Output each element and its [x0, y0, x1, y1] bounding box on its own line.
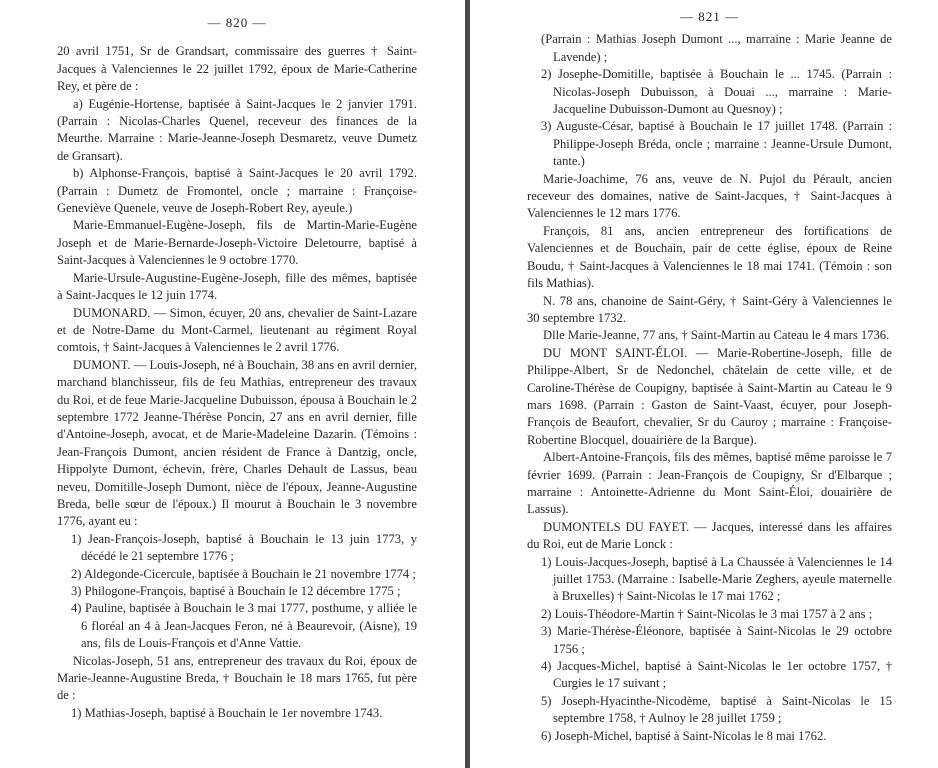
paragraph: François, 81 ans, ancien entrepreneur des fortifications de Valenciennes et de Bouchain, pair de cette église, époux de Reine Boudu, † Saint-Jacques à Valenciennes le 18 mai 1741. (Témoin : son fils Mathias).: [527, 223, 892, 291]
paragraph: Albert-Antoine-François, fils des mêmes, baptisé même paroisse le 7 février 1699. (Parrain : Jean-François de Coupigny, Sr d'Elbarque ; marraine : Antoinette-Adrienne du Mont Saint-Éloi, douairière de Lassus).: [527, 450, 892, 517]
paragraph: Marie-Emmanuel-Eugène-Joseph, fils de Martin-Marie-Eugène Joseph et de Marie-Bernarde-Joseph-Victoire Deletourre, baptisé à Saint-Jacques à Valenciennes le 9 octobre 1770.: [57, 218, 417, 268]
entry-heading-paragraph: DU MONT SAINT-ÉLOI. — Marie-Robertine-Joseph, fille de Philippe-Albert, Sr de Nedonchel, châtelain de cette ville, et de Caroline-Thérèse de Coupigny, baptisée à Saint-Martin au Cateau le 9 mars 1698. (Parrain : Gaston de Saint-Vaast, écuyer, pour Joseph-François de Beaufort, chevalier, Sr du Cauroy ; marraine : Françoise-Robertine Blocquel, douairière de la Barque).: [527, 345, 892, 447]
entry-heading-paragraph: DUMONARD. — Simon, écuyer, 20 ans, chevalier de Saint-Lazare et de Notre-Dame du Mont-Carmel, lieutenant au régiment Royal comtois, † Saint-Jacques à Valenciennes le 2 avril 1776.: [57, 305, 417, 355]
list-item: 4) Pauline, baptisée à Bouchain le 3 mai 1777, posthume, y alliée le 6 floréal an 4 à Jean-Jacques Feron, né à Beaurevoir, (Aisne), 19 ans, fils de Louis-François et d'Anne Vattie.: [71, 601, 417, 651]
list-item: a) Eugénie-Hortense, baptisée à Saint-Jacques le 2 janvier 1791. (Parrain : Nicolas-Charles Quenel, receveur des finances de la Meurthe. Marraine : Marie-Jeanne-Joseph Desmaretz, veuve Dumetz de Gransart).: [57, 96, 417, 163]
paragraph: Nicolas-Joseph, 51 ans, entrepreneur des travaux du Roi, époux de Marie-Jeanne-Augustine Breda, † Bouchain le 18 mars 1765, fut père de :: [57, 653, 417, 703]
entry-heading-paragraph: DUMONTELS DU FAYET. — Jacques, interessé dans les affaires du Roi, eut de Marie Lonck :: [527, 519, 892, 552]
page-number: — 821 —: [680, 9, 739, 24]
left-page: [0, 0, 467, 768]
paragraph: Marie-Joachime, 76 ans, veuve de N. Pujol du Pérault, ancien receveur des domaines, native de Saint-Jacques, † Saint-Jacques à Valenciennes le 12 mars 1776.: [527, 171, 892, 221]
paragraph: Marie-Ursule-Augustine-Eugène-Joseph, fille des mêmes, baptisée à Saint-Jacques le 12 juin 1774.: [57, 270, 417, 303]
page-number: — 820 —: [207, 15, 267, 30]
list-item: 3) Philogone-François, baptisé à Bouchain le 12 décembre 1775 ;: [71, 584, 401, 598]
list-item: 3) Marie-Thérèse-Éléonore, baptisée à Saint-Nicolas le 29 octobre 1756 ;: [541, 624, 892, 656]
right-page: [467, 0, 938, 768]
paragraph: (Parrain : Mathias Joseph Dumont ..., marraine : Marie Jeanne de Lavende) ;: [541, 32, 892, 64]
list-item: 1) Jean-François-Joseph, baptisé à Bouchain le 13 juin 1773, y décédé le 21 septembre 1776 ;: [71, 531, 417, 564]
paragraph: Dlle Marie-Jeanne, 77 ans, † Saint-Martin au Cateau le 4 mars 1736.: [543, 328, 890, 343]
list-item: 2) Louis-Théodore-Martin † Saint-Nicolas le 3 mai 1757 à 2 ans ;: [541, 606, 873, 621]
entry-heading-paragraph: DUMONT. — Louis-Joseph, né à Bouchain, 38 ans en avril dernier, marchand blanchisseur, fils de feu Mathias, entrepreneur des travaux du Roi, et de feue Marie-Jacqueline Dubuisson, épousa à Bouchain le 2 septembre 1772 Jeanne-Thérèse Poncin, 27 ans en avril dernier, fille d'Antoine-Joseph, avocat, et de Marie-Madeleine Dazarin. (Témoins : Jean-François Dumont, ancien résident de France à Dantzig, oncle, Hippolyte Dumont, échevin, frère, Charles Dehault de Lassus, beau neveu, Domitille-Joseph Dumont, nièce de l'époux, Jeanne-Augustine Breda, belle sœur de l'époux.) Il mourut à Bouchain le 3 novembre 1776, ayant eu :: [57, 357, 417, 529]
list-item: 5) Joseph-Hyacinthe-Nicodème, baptisé à Saint-Nicolas le 15 septembre 1758, † Aulnoy le 28 juillet 1759 ;: [541, 693, 892, 726]
list-item: 3) Auguste-César, baptisé à Bouchain le 17 juillet 1748. (Parrain : Philippe-Joseph Bréda, oncle ; marraine : Jeanne-Ursule Dumont, tante.): [541, 119, 892, 169]
list-item: b) Alphonse-François, baptisé à Saint-Jacques le 20 avril 1792. (Parrain : Dumetz de Fromontel, oncle ; marraine : Françoise-Geneviève Quenele, veuve de Joseph-Robert Rey, ayeule.): [57, 166, 417, 216]
list-item: 4) Jacques-Michel, baptisé à Saint-Nicolas le 1er octobre 1757, † Curgies le 17 suivant ;: [541, 659, 892, 691]
paragraph: N. 78 ans, chanoine de Saint-Géry, † Saint-Géry à Valenciennes le 30 septembre 1732.: [527, 293, 892, 325]
list-item: 2) Josephe-Domitille, baptisée à Bouchain le ... 1745. (Parrain : Nicolas-Joseph Dubuisson, à Douai ..., marraine : Marie-Jacqueline Dubuisson-Dumont au Quesnoy) ;: [541, 67, 892, 117]
list-item: 6) Joseph-Michel, baptisé à Saint-Nicolas le 8 mai 1762.: [541, 728, 827, 743]
list-item: 1) Louis-Jacques-Joseph, baptisé à La Chaussée à Valenciennes le 14 juillet 1753. (Marraine : Isabelle-Marie Zeghers, ayeule maternelle à Bruxelles) † Saint-Nicolas le 17 mai 1762 ;: [541, 554, 892, 604]
list-item: 1) Mathias-Joseph, baptisé à Bouchain le 1er novembre 1743.: [71, 705, 383, 720]
paragraph: 20 avril 1751, Sr de Grandsart, commissaire des guerres † Saint-Jacques à Valenciennes le 22 juillet 1792, époux de Marie-Catherine Rey, et père de :: [57, 44, 417, 94]
list-item: 2) Aldegonde-Cicercule, baptisée à Bouchain le 21 novembre 1774 ;: [71, 566, 416, 581]
